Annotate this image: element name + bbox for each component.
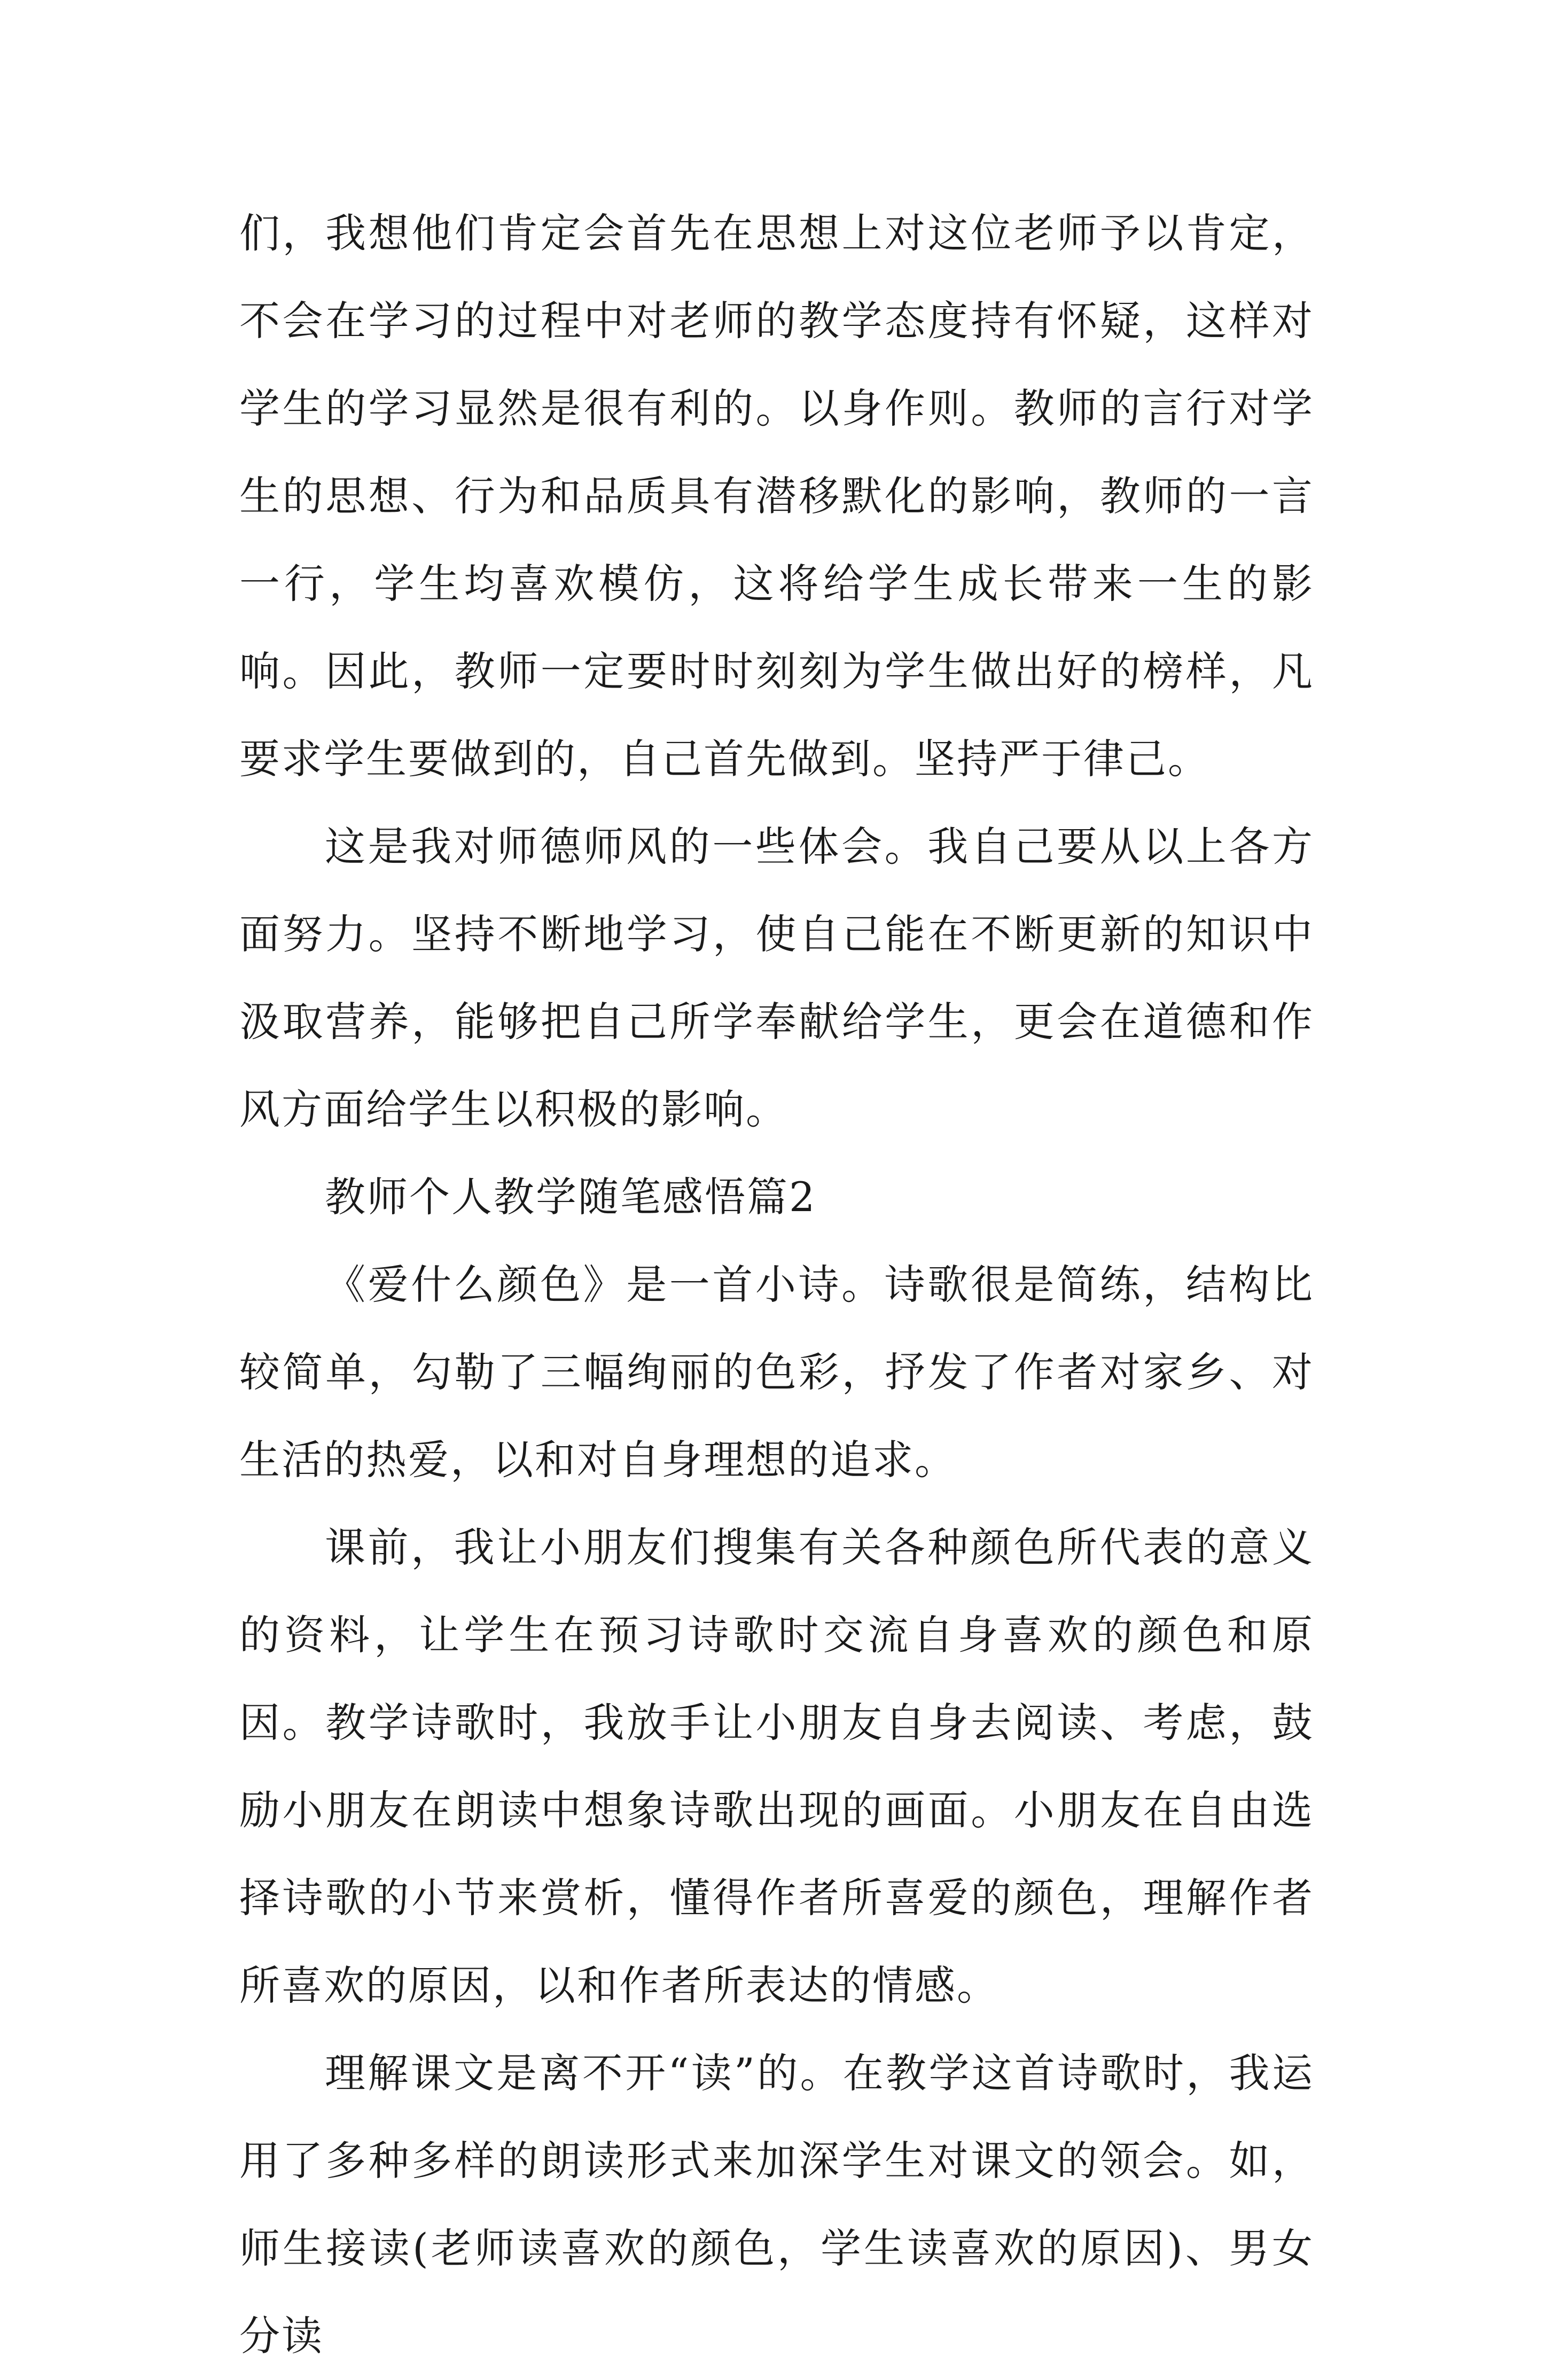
paragraph-reading: 理解课文是离不开“读”的。在教学这首诗歌时，我运用了多种多样的朗读形式来加深学生对课文的领会。如，师生接读(老师读喜欢的颜色，学生读喜欢的原因)、男女分读 [239,2049,1314,2360]
body-text [239,190,1314,2380]
paragraph-reflection: 这是我对师德师风的一些体会。我自己要从以上各方面努力。坚持不断地学习，使自己能在不断更新的知识中汲取营养，能够把自己所学奉献给学生，更会在道德和作风方面给学生以积极的影响。 [239,823,1314,1133]
paragraph-preparation: 课前，我让小朋友们搜集有关各种颜色所代表的意义的资料，让学生在预习诗歌时交流自身喜欢的颜色和原因。教学诗歌时，我放手让小朋友自身去阅读、考虑，鼓励小朋友在朗读中想象诗歌出现的画面。小朋友在自由选择诗歌的小节来赏析，懂得作者所喜爱的颜色，理解作者所喜欢的原因，以和作者所表达的情感。 [239,1524,1314,2009]
paragraph-poem-intro: 《爱什么颜色》是一首小诗。诗歌很是简练，结构比较简单，勾勒了三幅绚丽的色彩，抒发了作者对家乡、对生活的热爱，以和对自身理想的追求。 [239,1261,1314,1484]
paragraph-continued: 们，我想他们肯定会首先在思想上对这位老师予以肯定，不会在学习的过程中对老师的教学态度持有怀疑，这样对学生的学习显然是很有利的。以身作则。教师的言行对学生的思想、行为和品质具有潜移默化的影响，教师的一言一行，学生均喜欢模仿，这将给学生成长带来一生的影响。因此，教师一定要时时刻刻为学生做出好的榜样，凡要求学生要做到的，自己首先做到。坚持严于律己。 [239,209,1314,783]
section-heading: 教师个人教学随笔感悟篇2 [325,1173,817,1221]
